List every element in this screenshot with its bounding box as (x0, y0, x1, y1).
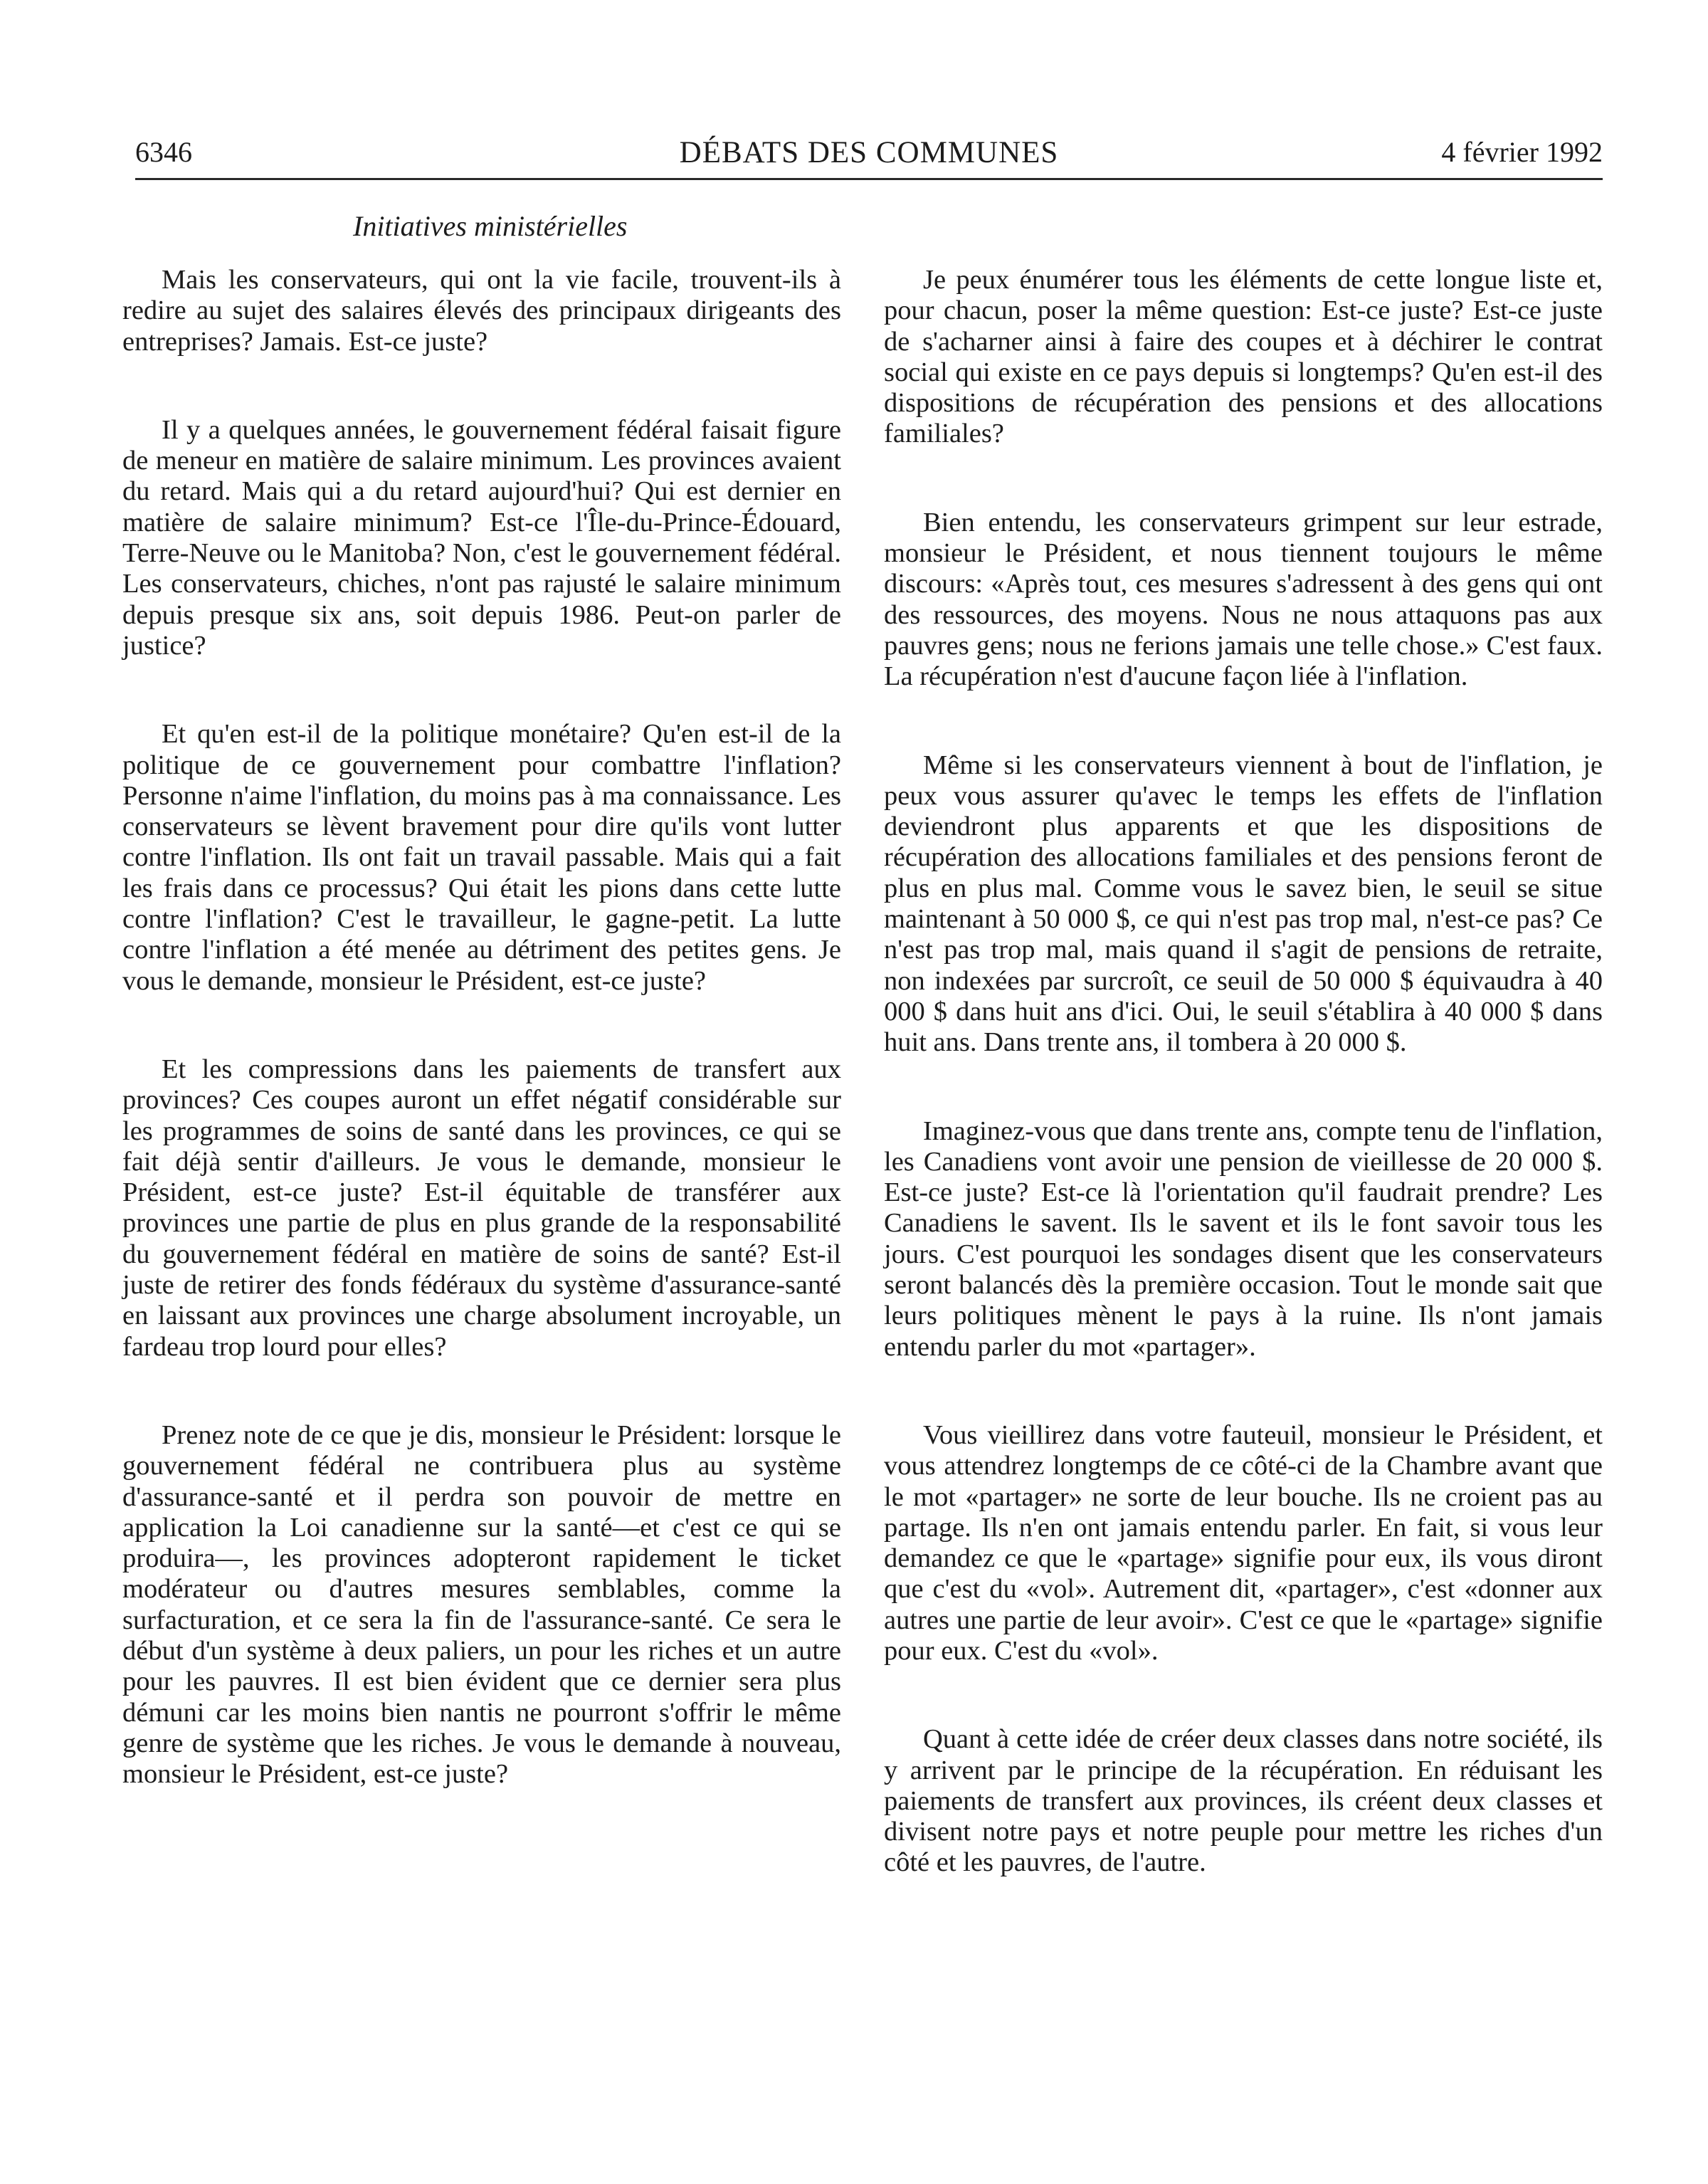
paragraph: Je peux énumérer tous les éléments de cette longue liste et, pour chacun, poser la même question: Est-ce juste? Est-ce juste de s'acharner ainsi à faire des coupes et à déchirer le contrat social qui existe en ce pays depuis si longtemps? Qu'en est-il des dispositions de récupération des pensions et des allocations familiales? (884, 265, 1603, 449)
page-header (135, 135, 1603, 178)
paragraph: Et les compressions dans les paiements de transfert aux provinces? Ces coupes auront un effet négatif considérable sur les programmes de soins de santé dans les provinces, ce qui se fait déjà sentir d'ailleurs. Je vous le demande, monsieur le Président, est-ce juste? Est-il équitable de transférer aux provinces une partie de plus en plus grande de la responsabilité du gouvernement fédéral en matière de soins de santé? Est-il juste de retirer des fonds fédéraux du système d'assurance-santé en laissant aux provinces une charge absolument incroyable, un fardeau trop lourd pour elles? (122, 1054, 841, 1362)
journal-title: DÉBATS DES COMMUNES (679, 136, 1059, 169)
paragraph: Vous vieillirez dans votre fauteuil, monsieur le Président, et vous attendrez longtemps de ce côté-ci de la Chambre avant que le mot «partager» ne sorte de leur bouche. Ils ne croient pas au partage. Ils n'en ont jamais entendu parler. En fait, si vous leur demandez ce que le «partage» signifie pour eux, ils vous diront que c'est du «vol». Autrement dit, «partager», c'est «donner aux autres une partie de leur avoir». C'est ce que le «partage» signifie pour eux. C'est du «vol». (884, 1419, 1603, 1666)
paragraph: Prenez note de ce que je dis, monsieur le Président: lorsque le gouvernement fédéral ne contribuera plus au système d'assurance-santé et il perdra son pouvoir de mettre en application la Loi canadienne sur la santé—et c'est ce qui se produira—, les provinces adopteront rapidement le ticket modérateur ou d'autres mesures semblables, comme la surfacturation, et ce sera la fin de l'assurance-santé. Ce sera le début d'un système à deux paliers, un pour les riches et un autre pour les pauvres. Il est bien évident que ce dernier sera plus démuni car les moins bien nantis ne pourront s'offrir le même genre de système que les riches. Je vous le demande à nouveau, monsieur le Président, est-ce juste? (122, 1419, 841, 1790)
paragraph: Même si les conservateurs viennent à bout de l'inflation, je peux vous assurer qu'avec le temps les effets de l'inflation deviendront plus apparents et que les dispositions de récupération des allocations familiales et des pensions feront de plus en plus mal. Comme vous le savez bien, le seuil se situe maintenant à 50 000 $, ce qui n'est pas trop mal, n'est-ce pas? Ce n'est pas trop mal, mais quand il s'agit de pensions de retraite, non indexées par surcroît, ce seuil de 50 000 $ équivaudra à 40 000 $ dans huit ans d'ici. Oui, le seuil s'établira à 40 000 $ dans huit ans. Dans trente ans, il tombera à 20 000 $. (884, 750, 1603, 1058)
right-column (884, 265, 1603, 1879)
paragraph: Mais les conservateurs, qui ont la vie facile, trouvent-ils à redire au sujet des salaires élevés des principaux dirigeants des entreprises? Jamais. Est-ce juste? (122, 265, 841, 357)
paragraph: Imaginez-vous que dans trente ans, compte tenu de l'inflation, les Canadiens vont avoir une pension de vieillesse de 20 000 $. Est-ce juste? Est-ce là l'orientation qu'il faudrait prendre? Les Canadiens le savent. Ils le savent et ils le font savoir tous les jours. C'est pourquoi les sondages disent que les conservateurs seront balancés dès la première occasion. Tout le monde sait que leurs politiques mènent le pays à la ruine. Ils n'ont jamais entendu parler du mot «partager». (884, 1115, 1603, 1362)
paragraph: Quant à cette idée de créer deux classes dans notre société, ils y arrivent par le principe de la récupération. En réduisant les paiements de transfert aux provinces, ils créent deux classes et divisent notre pays et notre peuple pour mettre les riches d'un côté et les pauvres, de l'autre. (884, 1724, 1603, 1878)
paragraph: Il y a quelques années, le gouvernement fédéral faisait figure de meneur en matière de salaire minimum. Les provinces avaient du retard. Mais qui a du retard aujourd'hui? Qui est dernier en matière de salaire minimum? Est-ce l'Île-du-Prince-Édouard, Terre-Neuve ou le Manitoba? Non, c'est le gouvernement fédéral. Les conservateurs, chiches, n'ont pas rajusté le salaire minimum depuis presque six ans, soit depuis 1986. Peut-on parler de justice? (122, 414, 841, 661)
left-column (122, 265, 841, 1790)
paragraph: Bien entendu, les conservateurs grimpent sur leur estrade, monsieur le Président, et nous tiennent toujours le même discours: «Après tout, ces mesures s'adressent à des gens qui ont des ressources, des moyens. Nous ne nous attaquons pas aux pauvres gens; nous ne ferions jamais une telle chose.» C'est faux. La récupération n'est d'aucune façon liée à l'inflation. (884, 507, 1603, 692)
issue-date: 4 février 1992 (1441, 136, 1603, 168)
paragraph: Et qu'en est-il de la politique monétaire? Qu'en est-il de la politique de ce gouvernement pour combattre l'inflation? Personne n'aime l'inflation, du moins pas à ma connaissance. Les conservateurs se lèvent bravement pour dire qu'ils vont lutter contre l'inflation. Ils ont fait un travail passable. Mais qui a fait les frais dans ce processus? Qui était les pions dans cette lutte contre l'inflation? C'est le travailleur, le gagne-petit. La lutte contre l'inflation a été menée au détriment des petites gens. Je vous le demande, monsieur le Président, est-ce juste? (122, 719, 841, 996)
section-heading: Initiatives ministérielles (353, 210, 628, 242)
header-rule (135, 178, 1603, 180)
page-number: 6346 (135, 136, 192, 168)
